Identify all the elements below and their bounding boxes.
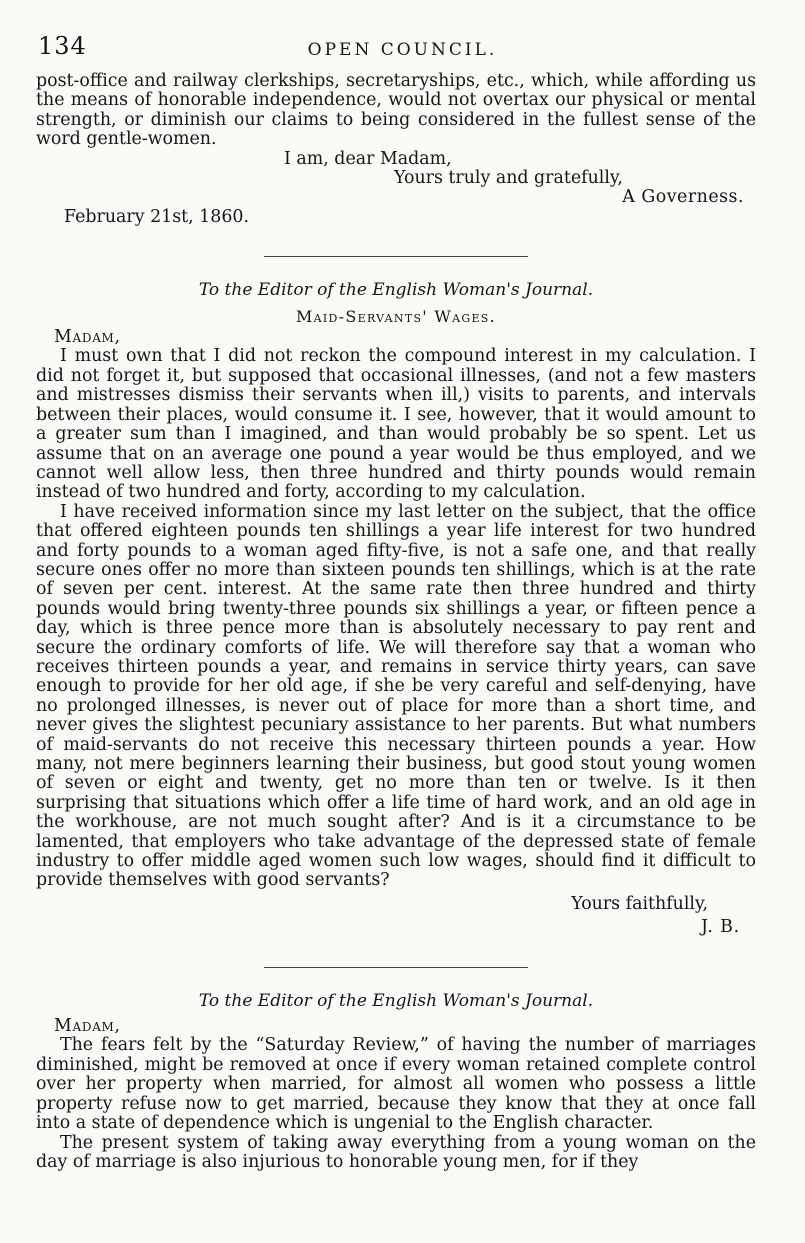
section-1-signoff-line-3: A Governess. xyxy=(622,187,744,208)
section-1-signoff-line-1: I am, dear Madam, xyxy=(284,148,452,169)
page-content xyxy=(36,72,756,1172)
section-2-paragraph-1: I must own that I did not reckon the compound interest in my calculation. I did not forget it, but supposed that occasional illnesses, (and not a few masters and mistresses dismiss their servants when ill,) visits to parents, and intervals between their places, would consume it. I see, however, that it would amount to a greater sum than I imagined, and than would probably be so spent. Let us assume that on an average one pound a year would be thus employed, and we cannot well allow less, then three hundred and thirty pounds would remain instead of two hundred and forty, according to my calculation. xyxy=(36,346,756,503)
section-1-signoff-line-2: Yours truly and gratefully, xyxy=(394,168,623,189)
section-3-paragraph-1: The fears felt by the “Saturday Review,” of having the number of marriages diminished, might be removed at once if every woman retained complete control over her property when married, for almost all women who possess a little property refuse now to get married, because they know that they at once fall into a state of dependence which is ungenial to the English character. xyxy=(36,1035,756,1134)
page-number: 134 xyxy=(38,32,87,60)
section-1-paragraph: post-office and railway clerkships, secretaryships, etc., which, while affording us the means of honorable independence, would not overtax our physical or mental strength, or diminish our claims to being considered in the fullest sense of the word gentle-women. xyxy=(36,71,756,150)
section-2-paragraph-2: I have received information since my last letter on the subject, that the office that offered eighteen pounds ten shillings a year life interest for two hundred and forty pounds to a woman aged fifty-five, is not a safe one, and that really secure ones offer no more than sixteen pounds ten shillings, which is at the rate of seven per cent. interest. At the same rate then three hundred and thirty pounds would bring twenty-three pounds six shillings a year, or fifteen pence a day, which is three pence more than is absolutely necessary to pay rent and secure the ordinary comforts of life. We will therefore say that a woman who receives thirteen pounds a year, and remains in service thirty years, can save enough to provide for her old age, if she be very careful and self-denying, have no prolonged illnesses, is never out of place for more than a short time, and never gives the slightest pecuniary assistance to her parents. But what numbers of maid-servants do not receive this necessary thirteen pounds a year. How many, not mere beginners learning their business, but good stout young women of seven or eight and twenty, get no more than ten or twelve. Is it then surprising that situations which offer a life time of hard work, and an old age in the workhouse, are not much sought after? And is it a circumstance to be lamented, that employers who take advantage of the depressed state of female industry to offer middle aged women such low wages, should find it difficult to provide themselves with good servants? xyxy=(36,501,756,891)
section-3-title: To the Editor of the English Woman's Journal. xyxy=(198,990,594,1011)
section-2-salutation: Madam, xyxy=(54,327,121,348)
page-header xyxy=(38,32,767,66)
section-divider-1 xyxy=(264,256,528,257)
section-2-subtitle: Maid-Servants' Wages. xyxy=(295,306,497,326)
running-head: OPEN COUNCIL. xyxy=(307,40,498,60)
section-2-signature-line-1: Yours faithfully, xyxy=(571,893,708,914)
section-2-title: To the Editor of the English Woman's Journal. xyxy=(198,280,594,301)
section-3-salutation: Madam, xyxy=(54,1016,121,1037)
section-2-signature-line-2: J. B. xyxy=(701,917,740,938)
section-3-paragraph-2: The present system of taking away everything from a young woman on the day of marriage is also injurious to honorable young men, for if they xyxy=(36,1132,756,1172)
section-divider-2 xyxy=(264,967,528,968)
section-1-date: February 21st, 1860. xyxy=(64,206,249,227)
